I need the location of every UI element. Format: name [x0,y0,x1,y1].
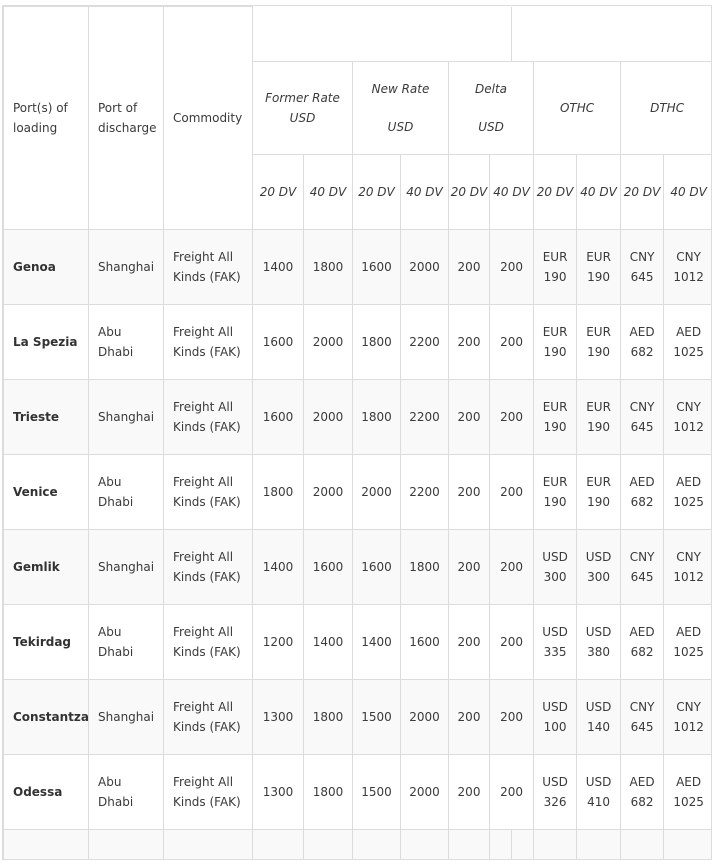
cell-othc-40: USD 410 [577,755,621,830]
cell-delta-40: 200 [490,530,534,605]
cell-commodity: Freight All Kinds (FAK) [164,605,253,680]
cell-discharge: Shanghai [89,380,164,455]
cell-delta-20: 200 [449,680,490,755]
new-rate-unit: USD [387,120,414,134]
cell-othc-40: USD 300 [577,530,621,605]
delta-label: Delta [475,82,508,96]
cell-dthc-40: AED 1025 [664,755,712,830]
header-loading: Port(s) of loading [4,7,89,230]
table-row [4,305,713,380]
cell-delta-40: 200 [490,605,534,680]
cell-delta-40: 200 [490,230,534,305]
cell-discharge: Shanghai [89,680,164,755]
rates-table-frame [2,5,712,860]
dthc-40dv: 40 DV [664,155,712,230]
table-row [4,380,713,455]
cell-dthc-20: CNY 645 [621,530,664,605]
cell-new-40: 1800 [401,530,449,605]
cell-new-20: 1500 [353,680,401,755]
cell-discharge: Abu Dhabi [89,455,164,530]
cell-delta-20: 200 [449,380,490,455]
dthc-20dv: 20 DV [621,155,664,230]
new-20dv: 20 DV [353,155,401,230]
cell-loading: La Spezia [4,305,89,380]
cell-new-40: 1600 [401,605,449,680]
cell-dthc-40: CNY 1012 [664,680,712,755]
header-othc: OTHC [534,62,621,155]
cell-dthc-20: CNY 645 [621,680,664,755]
cell-former-20: 1400 [253,230,304,305]
cell-dthc-40: AED 1025 [664,605,712,680]
cell-othc-20: EUR 190 [534,455,577,530]
cell-dthc-20: AED 682 [621,605,664,680]
header-former-rate [253,62,353,155]
cell-commodity: Freight All Kinds (FAK) [164,680,253,755]
rate-rows [4,230,713,830]
cell-othc-40: USD 380 [577,605,621,680]
cell-dthc-40: CNY 1012 [664,230,712,305]
cell-former-40: 1800 [304,230,353,305]
cell-loading: Odessa [4,755,89,830]
cell-new-20: 1800 [353,305,401,380]
cell-delta-20: 200 [449,530,490,605]
cell-former-20: 1800 [253,455,304,530]
cell-discharge: Abu Dhabi [89,755,164,830]
cell-delta-20: 200 [449,230,490,305]
cell-new-40: 2000 [401,230,449,305]
new-rate-label: New Rate [371,82,430,96]
header-top-row [4,7,713,62]
new-40dv: 40 DV [401,155,449,230]
cell-delta-40: 200 [490,305,534,380]
header-new-rate [353,62,449,155]
cell-new-20: 1400 [353,605,401,680]
cell-loading: Gemlik [4,530,89,605]
cell-othc-20: EUR 190 [534,305,577,380]
cell-loading: Tekirdag [4,605,89,680]
cell-delta-20: 200 [449,305,490,380]
cell-new-20: 1600 [353,230,401,305]
rates-table [3,6,712,860]
othc-40dv: 40 DV [577,155,621,230]
cell-dthc-40: AED 1025 [664,305,712,380]
table-row [4,680,713,755]
cell-delta-40: 200 [490,380,534,455]
table-row [4,530,713,605]
cell-delta-40: 200 [490,455,534,530]
cell-former-40: 1400 [304,605,353,680]
cell-othc-40: USD 140 [577,680,621,755]
header-empty-cell [512,7,712,62]
cell-delta-40: 200 [490,680,534,755]
cell-loading: Genoa [4,230,89,305]
cell-dthc-20: CNY 645 [621,380,664,455]
cell-former-40: 1600 [304,530,353,605]
former-20dv: 20 DV [253,155,304,230]
cell-commodity: Freight All Kinds (FAK) [164,755,253,830]
header-commodity: Commodity [164,7,253,230]
delta-20dv: 20 DV [449,155,490,230]
cell-new-40: 2000 [401,755,449,830]
cell-dthc-20: AED 682 [621,755,664,830]
cell-othc-20: EUR 190 [534,380,577,455]
cell-new-40: 2000 [401,680,449,755]
cell-commodity: Freight All Kinds (FAK) [164,530,253,605]
header-empty-cell [253,7,512,62]
cell-delta-20: 200 [449,755,490,830]
cell-loading: Trieste [4,380,89,455]
cell-dthc-40: CNY 1012 [664,380,712,455]
othc-20dv: 20 DV [534,155,577,230]
cell-othc-20: USD 335 [534,605,577,680]
cell-delta-20: 200 [449,455,490,530]
former-rate-label: Former Rate USD [265,91,340,125]
cell-discharge: Abu Dhabi [89,305,164,380]
table-row [4,230,713,305]
cell-othc-40: EUR 190 [577,455,621,530]
cell-former-40: 2000 [304,380,353,455]
table-blank-row [4,830,713,861]
cell-commodity: Freight All Kinds (FAK) [164,455,253,530]
cell-former-20: 1300 [253,755,304,830]
cell-former-40: 2000 [304,455,353,530]
cell-new-40: 2200 [401,305,449,380]
cell-dthc-40: AED 1025 [664,455,712,530]
cell-former-20: 1300 [253,680,304,755]
cell-delta-20: 200 [449,605,490,680]
cell-commodity: Freight All Kinds (FAK) [164,380,253,455]
cell-former-20: 1600 [253,380,304,455]
cell-othc-20: EUR 190 [534,230,577,305]
header-discharge: Port of discharge [89,7,164,230]
cell-new-20: 2000 [353,455,401,530]
cell-dthc-40: CNY 1012 [664,530,712,605]
cell-dthc-20: AED 682 [621,305,664,380]
table-row [4,455,713,530]
delta-unit: USD [478,120,504,134]
cell-othc-40: EUR 190 [577,230,621,305]
table-row [4,755,713,830]
cell-new-20: 1800 [353,380,401,455]
cell-former-40: 2000 [304,305,353,380]
cell-discharge: Shanghai [89,230,164,305]
cell-commodity: Freight All Kinds (FAK) [164,305,253,380]
cell-othc-20: USD 300 [534,530,577,605]
cell-delta-40: 200 [490,755,534,830]
cell-new-20: 1600 [353,530,401,605]
cell-othc-20: USD 100 [534,680,577,755]
cell-former-20: 1600 [253,305,304,380]
cell-loading: Venice [4,455,89,530]
table-row [4,605,713,680]
cell-former-40: 1800 [304,755,353,830]
cell-othc-20: USD 326 [534,755,577,830]
cell-new-40: 2200 [401,455,449,530]
header-delta [449,62,534,155]
cell-new-40: 2200 [401,380,449,455]
cell-former-40: 1800 [304,680,353,755]
cell-former-20: 1200 [253,605,304,680]
delta-40dv: 40 DV [490,155,534,230]
cell-commodity: Freight All Kinds (FAK) [164,230,253,305]
cell-new-20: 1500 [353,755,401,830]
cell-othc-40: EUR 190 [577,380,621,455]
former-40dv: 40 DV [304,155,353,230]
cell-former-20: 1400 [253,530,304,605]
cell-dthc-20: AED 682 [621,455,664,530]
cell-discharge: Shanghai [89,530,164,605]
cell-othc-40: EUR 190 [577,305,621,380]
cell-dthc-20: CNY 645 [621,230,664,305]
cell-loading: Constantza [4,680,89,755]
header-dthc: DTHC [621,62,712,155]
cell-discharge: Abu Dhabi [89,605,164,680]
